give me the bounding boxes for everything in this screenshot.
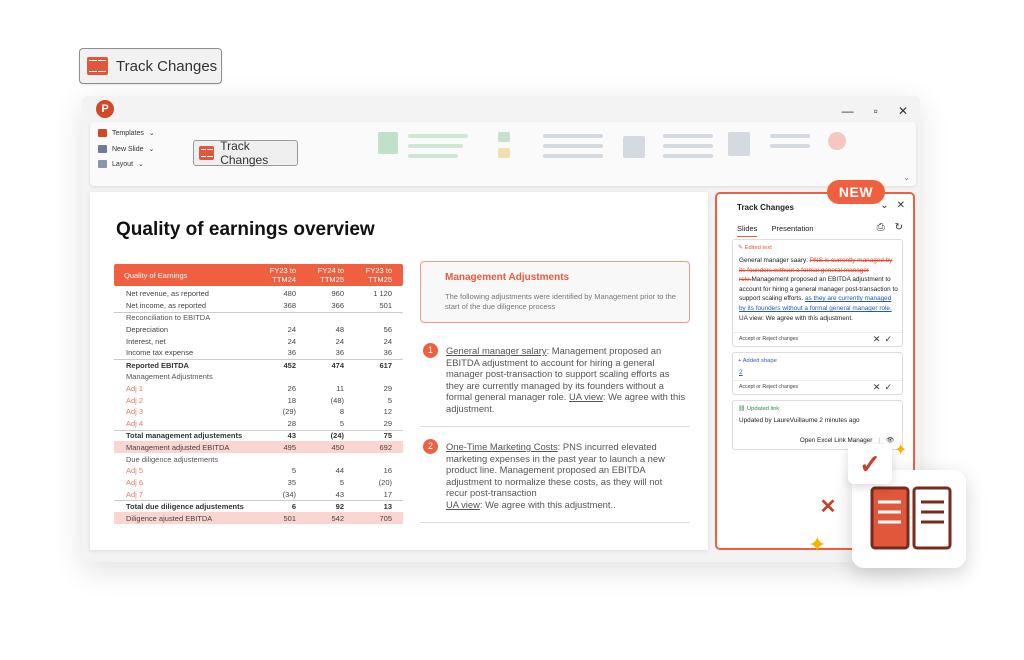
row-label: Net revenue, as reported xyxy=(126,289,209,299)
change-card-added-shape[interactable] xyxy=(732,352,903,395)
row-label: Total management adjustements xyxy=(126,431,243,441)
table-header-cell: FY23 to TTM24 xyxy=(269,266,296,284)
templates-label: Templates xyxy=(112,129,144,137)
accept-reject-actions xyxy=(873,333,896,346)
table-row xyxy=(114,312,403,324)
accept-reject-label: Accept or Reject changes xyxy=(739,384,799,390)
panel-tab-icons xyxy=(877,222,903,233)
checkmark-icon: ✓ xyxy=(848,444,892,484)
change-card-edited-text[interactable] xyxy=(732,239,903,347)
deleted-text: PNS is currently managed by its founders without a formal general manager role. xyxy=(739,257,893,284)
text-suffix: UA view: We agree with this adjustment. xyxy=(739,314,853,322)
table-row xyxy=(114,430,403,442)
row-value: 480 xyxy=(283,289,296,299)
note-conclusion: : We agree with this adjustment.. xyxy=(479,498,616,510)
row-label: Total due diligence adjustements xyxy=(126,502,244,512)
new-slide-label: New Slide xyxy=(112,145,144,153)
note-heading: One-Time Marketing Costs xyxy=(446,441,558,452)
slide-title: Quality of earnings overview xyxy=(116,219,375,240)
window-controls xyxy=(842,104,908,118)
row-value: 495 xyxy=(283,442,296,452)
table-row xyxy=(114,418,403,430)
row-value: 366 xyxy=(331,301,344,311)
row-value: 1 120 xyxy=(373,289,392,299)
note-text xyxy=(446,345,686,415)
accept-reject-actions xyxy=(873,381,896,394)
table-row xyxy=(114,371,403,383)
table-header-cell: FY23 to TTM25 xyxy=(365,266,392,284)
row-value: 48 xyxy=(335,324,344,334)
book-icon xyxy=(199,146,214,160)
book-icon xyxy=(870,484,952,552)
powerpoint-icon: P xyxy=(96,100,114,118)
row-value: 56 xyxy=(383,324,392,334)
text-prefix: General manager saary: xyxy=(739,257,810,264)
tab-presentation[interactable]: Presentation xyxy=(771,224,814,233)
row-value: 24 xyxy=(287,324,296,334)
row-label: Reconciliation to EBITDA xyxy=(126,313,211,323)
management-adjustments-description: The following adjustments were identified by Management prior to the start of the due diligence process xyxy=(445,292,676,311)
row-value: 692 xyxy=(379,442,392,452)
row-value: 5 xyxy=(291,466,296,476)
row-value: 36 xyxy=(383,348,392,358)
table-row xyxy=(114,406,403,418)
row-value: 43 xyxy=(287,431,296,441)
row-value: 5 xyxy=(339,419,344,429)
panel-controls xyxy=(880,200,905,211)
chevron-down-icon[interactable]: ⌄ xyxy=(880,200,889,211)
table-row xyxy=(114,288,403,300)
card-footer xyxy=(733,332,902,346)
row-label: Income tax expense xyxy=(126,348,194,358)
row-label: Adj 7 xyxy=(126,489,144,499)
row-label: Adj 3 xyxy=(126,407,144,417)
ua-view-label: UA view xyxy=(446,498,480,510)
note-number-badge: 2 xyxy=(423,439,438,454)
row-value: 24 xyxy=(287,336,296,346)
accept-icon[interactable]: ✓ xyxy=(884,382,896,392)
table-header xyxy=(114,264,403,286)
accept-reject-label: Accept or Reject changes xyxy=(739,336,799,342)
row-value: (34) xyxy=(282,489,296,499)
change-text: Updated by LaureVuillaume 2 minutes ago xyxy=(739,417,860,424)
added-shape-label: + Added shape xyxy=(738,358,777,364)
row-value: 6 xyxy=(291,502,296,512)
change-card-updated-link[interactable] xyxy=(732,400,903,450)
row-label: Management adjusted EBITDA xyxy=(126,442,230,452)
row-value: 705 xyxy=(379,513,392,523)
row-value: 617 xyxy=(379,360,392,370)
table-row xyxy=(114,323,403,335)
refresh-icon[interactable]: ↻ xyxy=(894,222,903,233)
row-value: 5 xyxy=(339,478,344,488)
row-value: 75 xyxy=(383,431,392,441)
row-value: 92 xyxy=(335,502,344,512)
accept-icon[interactable]: ✓ xyxy=(884,334,896,344)
updated-link-label: ⛓ Updated link xyxy=(738,406,780,412)
row-label: Adj 2 xyxy=(126,395,144,405)
change-kind: Updated link xyxy=(746,406,780,412)
card-footer xyxy=(733,380,902,394)
sparkle-icon: ✦ xyxy=(894,442,908,459)
row-value: 43 xyxy=(335,489,344,499)
new-badge: NEW xyxy=(827,180,885,204)
note-text xyxy=(446,441,686,511)
sparkle-icon: ✦ xyxy=(808,532,827,557)
note-conclusion: : We agree with this adjustment. xyxy=(446,391,686,414)
added-shape-value[interactable]: 2 xyxy=(739,369,743,376)
row-value: 28 xyxy=(287,419,296,429)
table-row xyxy=(114,500,403,512)
row-label: Reported EBITDA xyxy=(126,360,189,370)
row-value: 13 xyxy=(383,502,392,512)
row-value: 501 xyxy=(283,513,296,523)
management-adjustments-title: Management Adjustments xyxy=(445,272,570,283)
layout-icon xyxy=(98,160,107,168)
track-changes-button[interactable] xyxy=(193,140,298,166)
row-label: Adj 1 xyxy=(126,383,144,393)
table-row xyxy=(114,394,403,406)
row-value: 36 xyxy=(287,348,296,358)
panel-tabs xyxy=(737,224,814,237)
row-label: Diligence ajusted EBITDA xyxy=(126,513,213,523)
new-slide-button[interactable] xyxy=(98,145,154,153)
export-icon[interactable]: ⎙ xyxy=(876,222,885,233)
management-adjustments-box xyxy=(420,261,690,323)
track-changes-label: Track Changes xyxy=(220,139,269,167)
row-label: Due diligence adjustements xyxy=(126,454,219,464)
row-value: (48) xyxy=(330,395,344,405)
track-changes-illustration xyxy=(852,470,966,568)
table-row xyxy=(114,300,403,312)
row-value: 11 xyxy=(336,383,344,393)
row-value: 24 xyxy=(335,336,344,346)
change-kind: Edited text xyxy=(744,245,772,251)
row-value: 18 xyxy=(287,395,296,405)
templates-button[interactable] xyxy=(98,129,155,137)
ribbon-faded-groups xyxy=(378,128,858,180)
row-value: 35 xyxy=(287,478,296,488)
row-value: 8 xyxy=(339,407,344,417)
reject-icon[interactable]: ✕ xyxy=(872,382,885,392)
row-value: 44 xyxy=(335,466,344,476)
unchanged-text: Management proposed an EBITDA adjustment to account for hiring a general manager post-transaction to support scaling efforts. xyxy=(739,276,898,303)
chevron-down-icon: ⌄ xyxy=(138,161,144,168)
table-header-cell: FY24 to TTM25 xyxy=(317,266,344,284)
row-value: 368 xyxy=(283,301,296,311)
row-label: Interest, net xyxy=(126,336,166,346)
table-row xyxy=(114,441,403,453)
tab-slides[interactable]: Slides xyxy=(737,224,757,237)
row-value: 26 xyxy=(287,383,296,393)
close-button[interactable]: ✕ xyxy=(897,104,908,118)
table-body xyxy=(114,288,403,524)
row-label: Adj 4 xyxy=(126,419,144,429)
row-value: (20) xyxy=(378,478,392,488)
row-value: 474 xyxy=(331,360,344,370)
row-value: 16 xyxy=(383,466,392,476)
edited-text-label: ✎ Edited text xyxy=(738,245,772,251)
panel-title: Track Changes xyxy=(737,203,794,212)
change-text xyxy=(739,256,899,323)
row-value: 452 xyxy=(283,360,296,370)
restore-button[interactable]: ▫ xyxy=(873,104,878,118)
ribbon-collapse-icon[interactable]: ⌄ xyxy=(903,173,910,182)
row-value: 450 xyxy=(331,442,344,452)
layout-button[interactable] xyxy=(98,160,144,168)
ribbon xyxy=(90,122,916,186)
divider xyxy=(420,426,690,427)
minimize-button[interactable]: — xyxy=(841,104,854,118)
slide-canvas xyxy=(90,192,708,550)
quality-of-earnings-table xyxy=(114,264,403,524)
row-value: 12 xyxy=(383,407,392,417)
row-label: Management Adjustments xyxy=(126,371,213,381)
change-text xyxy=(739,368,899,378)
note-body: : PNS incurred elevated marketing expenses in the past year to launch a new product line. Management proposed an EBITDA adjustment to normalize these costs, as they will not recur post-transaction xyxy=(446,441,665,499)
row-value: 29 xyxy=(383,419,392,429)
open-excel-link-manager[interactable]: Open Excel Link Manager | 👁 xyxy=(799,436,894,444)
note-body: : Management proposed an EBITDA adjustment to account for hiring a general manager post-transaction to support scaling efforts as they are currently managed by its founders without a formal general manager role. xyxy=(446,345,670,403)
note-number-badge: 1 xyxy=(423,343,438,358)
reject-icon[interactable]: ✕ xyxy=(872,334,885,344)
row-value: 5 xyxy=(387,395,392,405)
ua-view-label: UA view xyxy=(568,391,603,403)
row-value: 29 xyxy=(383,383,392,393)
reject-mark-icon: ✕ xyxy=(819,496,837,518)
change-kind: Added shape xyxy=(742,358,777,364)
row-value: 17 xyxy=(383,489,392,499)
open-excel-label: Open Excel Link Manager xyxy=(799,436,873,444)
row-value: (24) xyxy=(330,431,344,441)
book-icon xyxy=(87,57,108,75)
chevron-down-icon: ⌄ xyxy=(148,130,155,137)
track-changes-badge xyxy=(79,48,222,84)
table-row xyxy=(114,335,403,347)
badge-label: Track Changes xyxy=(116,57,218,75)
table-row xyxy=(114,453,403,465)
table-row xyxy=(114,465,403,477)
templates-icon xyxy=(98,129,107,137)
row-value: 542 xyxy=(331,513,344,523)
inserted-text: as they are currently managed by its founders without a formal general manager role. xyxy=(739,295,892,312)
table-row xyxy=(114,512,403,524)
table-header-cell: Quality of Earnings xyxy=(124,270,188,280)
row-value: 24 xyxy=(383,336,392,346)
row-value: 36 xyxy=(335,348,344,358)
table-row xyxy=(114,489,403,501)
row-label: Net income, as reported xyxy=(126,301,207,311)
layout-label: Layout xyxy=(112,160,134,168)
table-row xyxy=(114,382,403,394)
table-row xyxy=(114,477,403,489)
powerpoint-window xyxy=(82,96,920,562)
divider xyxy=(420,522,690,523)
row-label: Adj 5 xyxy=(126,466,144,476)
row-label: Depreciation xyxy=(126,324,169,334)
row-value: (29) xyxy=(282,407,296,417)
note-heading: General manager salary xyxy=(446,345,547,356)
table-row xyxy=(114,347,403,359)
close-icon[interactable]: ✕ xyxy=(896,200,905,211)
new-slide-icon xyxy=(98,145,107,153)
row-value: 501 xyxy=(379,301,392,311)
table-row xyxy=(114,359,403,371)
chevron-down-icon: ⌄ xyxy=(148,146,155,153)
row-label: Adj 6 xyxy=(126,478,144,488)
row-value: 960 xyxy=(331,289,344,299)
eye-icon[interactable]: 👁 xyxy=(886,437,894,444)
